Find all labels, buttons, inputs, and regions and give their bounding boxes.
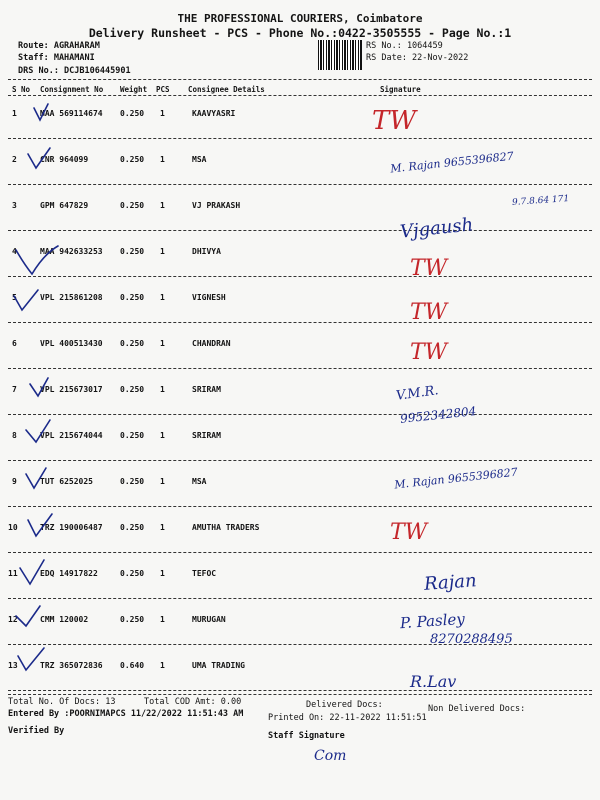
row-sno: 5 xyxy=(12,293,17,302)
row-consignee: CHANDRAN xyxy=(192,339,231,348)
row-consignment: TUT 6252025 xyxy=(40,477,93,486)
check-marks xyxy=(4,96,64,696)
signature-row-6: TW xyxy=(410,340,448,365)
row-sno: 6 xyxy=(12,339,17,348)
signature-row-13: R.Lav xyxy=(410,672,457,691)
staff-label: Staff: MAHAMANI xyxy=(18,53,95,63)
row-consignment: TRZ 365072836 xyxy=(40,661,103,670)
row-sno: 12 xyxy=(8,615,18,624)
signature-row-7: V.M.R. xyxy=(395,383,440,404)
entered-by: Entered By :POORNIMAPCS 11/22/2022 11:51:43 AM xyxy=(8,709,244,719)
table-row xyxy=(0,372,600,418)
row-pcs: 1 xyxy=(160,569,165,578)
row-divider xyxy=(8,138,592,139)
row-weight: 0.250 xyxy=(120,155,145,164)
row-pcs: 1 xyxy=(160,109,165,118)
col-weight: Weight xyxy=(120,85,148,94)
table-row xyxy=(0,510,600,556)
total-cod: Total COD Amt: 0.00 xyxy=(144,697,242,707)
total-docs: Total No. Of Docs: 13 xyxy=(8,697,116,707)
table-row xyxy=(0,280,600,326)
row-pcs: 1 xyxy=(160,523,165,532)
staff-signature: Com xyxy=(314,748,347,764)
table-row xyxy=(0,556,600,602)
row-sno: 1 xyxy=(12,109,17,118)
row-pcs: 1 xyxy=(160,431,165,440)
staff-signature-label: Staff Signature xyxy=(268,731,345,741)
row-weight: 0.250 xyxy=(120,339,145,348)
row-pcs: 1 xyxy=(160,615,165,624)
row-weight: 0.250 xyxy=(120,523,145,532)
signature-row-3: Vjgaush xyxy=(399,214,475,243)
header-top-rule xyxy=(8,79,592,80)
rs-number: RS No.: 1064459 xyxy=(366,41,443,51)
row-consignment: MAA 942633253 xyxy=(40,247,103,256)
row-consignee: SRIRAM xyxy=(192,431,221,440)
row-pcs: 1 xyxy=(160,247,165,256)
row-consignee: MURUGAN xyxy=(192,615,226,624)
table-row xyxy=(0,188,600,234)
row-consignment: CNR 964099 xyxy=(40,155,89,164)
row-sno: 10 xyxy=(8,523,18,532)
row-divider xyxy=(8,552,592,553)
verified-by: Verified By xyxy=(8,726,65,736)
row-pcs: 1 xyxy=(160,201,165,210)
row-consignee: UMA TRADING xyxy=(192,661,245,670)
non-delivered-docs: Non Delivered Docs: xyxy=(428,704,526,714)
row-weight: 0.250 xyxy=(120,293,145,302)
row-sno: 3 xyxy=(12,201,17,210)
row-pcs: 1 xyxy=(160,477,165,486)
row-divider xyxy=(8,276,592,277)
row-weight: 0.250 xyxy=(120,109,145,118)
row-pcs: 1 xyxy=(160,293,165,302)
row-sno: 11 xyxy=(8,569,18,578)
row-sno: 4 xyxy=(12,247,17,256)
delivered-docs: Delivered Docs: xyxy=(306,700,383,710)
row-consignee: VIGNESH xyxy=(192,293,226,302)
row-pcs: 1 xyxy=(160,385,165,394)
row-divider xyxy=(8,184,592,185)
rs-date: RS Date: 22-Nov-2022 xyxy=(366,53,469,63)
row-consignment: VPL 215861208 xyxy=(40,293,103,302)
route-label: Route: AGRAHARAM xyxy=(18,41,100,51)
signature-row-5: TW xyxy=(410,300,448,325)
signature-row-12-phone: 8270288495 xyxy=(430,632,513,647)
row-weight: 0.250 xyxy=(120,247,145,256)
row-consignment: CMM 120002 xyxy=(40,615,89,624)
row-divider xyxy=(8,598,592,599)
row-divider xyxy=(8,322,592,323)
row-sno: 7 xyxy=(12,385,17,394)
row-weight: 0.250 xyxy=(120,431,145,440)
row-consignee: MSA xyxy=(192,477,207,486)
table-row xyxy=(0,96,600,142)
row-consignee: KAAVYASRI xyxy=(192,109,236,118)
signature-row-9: M. Rajan 9655396827 xyxy=(393,465,519,492)
company-title: THE PROFESSIONAL COURIERS, Coimbatore xyxy=(177,12,423,25)
signature-row-1: TW xyxy=(372,106,417,136)
row-consignment: GPM 647829 xyxy=(40,201,89,210)
row-consignee: DHIVYA xyxy=(192,247,221,256)
table-row xyxy=(0,418,600,464)
row-consignment: VPL 215673017 xyxy=(40,385,103,394)
row-pcs: 1 xyxy=(160,339,165,348)
row-divider xyxy=(8,230,592,231)
drs-number: DRS No.: DCJB106445901 xyxy=(18,66,131,76)
col-pcs: PCS xyxy=(156,85,170,94)
row-weight: 0.640 xyxy=(120,661,145,670)
col-consignee: Consignee Details xyxy=(188,85,265,94)
table-row xyxy=(0,234,600,280)
signature-row-2: M. Rajan 9655396827 xyxy=(389,149,515,176)
col-sno: S No xyxy=(12,85,31,94)
row-weight: 0.250 xyxy=(120,569,145,578)
row-consignment: VPL 400513430 xyxy=(40,339,103,348)
printed-on: Printed On: 22-11-2022 11:51:51 xyxy=(268,713,427,723)
signature-row-4: TW xyxy=(410,256,448,281)
col-signature: Signature xyxy=(380,85,421,94)
row-weight: 0.250 xyxy=(120,201,145,210)
row-divider xyxy=(8,506,592,507)
row-weight: 0.250 xyxy=(120,615,145,624)
row-sno: 8 xyxy=(12,431,17,440)
signature-row-11: Rajan xyxy=(423,570,478,595)
row-consignment: VPL 215674044 xyxy=(40,431,103,440)
row-pcs: 1 xyxy=(160,155,165,164)
row-consignment: TRZ 190006487 xyxy=(40,523,103,532)
row-divider xyxy=(8,414,592,415)
row-sno: 13 xyxy=(8,661,18,670)
table-row xyxy=(0,648,600,694)
row-divider xyxy=(8,460,592,461)
barcode xyxy=(318,40,362,70)
signature-row-8: 9952342804 xyxy=(399,404,477,426)
signature-row-3-note: 9.7.8.64 171 xyxy=(511,194,570,208)
row-consignment: MAA 569114674 xyxy=(40,109,103,118)
row-sno: 9 xyxy=(12,477,17,486)
row-consignee: VJ PRAKASH xyxy=(192,201,241,210)
row-consignee: AMUTHA TRADERS xyxy=(192,523,260,532)
row-consignee: TEFOC xyxy=(192,569,217,578)
row-consignee: MSA xyxy=(192,155,207,164)
table-row xyxy=(0,326,600,372)
col-consignment: Consignment No xyxy=(40,85,104,94)
row-weight: 0.250 xyxy=(120,477,145,486)
runsheet-subtitle: Delivery Runsheet - PCS - Phone No.:0422-3505555 - Page No.:1 xyxy=(88,26,512,40)
signature-row-12: P. Pasley xyxy=(399,609,466,633)
row-consignee: SRIRAM xyxy=(192,385,221,394)
signature-row-10: TW xyxy=(390,520,428,545)
row-pcs: 1 xyxy=(160,661,165,670)
footer-rule xyxy=(8,694,592,695)
row-consignment: EDQ 14917822 xyxy=(40,569,98,578)
row-divider xyxy=(8,690,592,691)
row-divider xyxy=(8,368,592,369)
row-sno: 2 xyxy=(12,155,17,164)
row-weight: 0.250 xyxy=(120,385,145,394)
